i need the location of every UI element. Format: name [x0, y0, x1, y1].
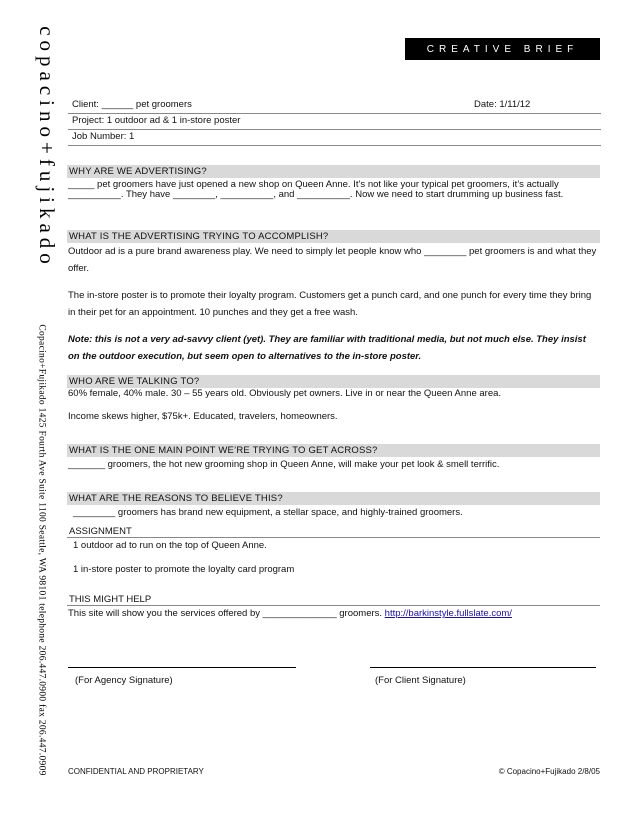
agency-address-text: Copacino+Fujikado 1425 Fourth Ave Suite 1100 Seattle, WA 98101 telephone 206.447.0900 fax 206.447.0909 [37, 324, 47, 776]
agency-signature-label: (For Agency Signature) [75, 675, 173, 686]
client-row [68, 97, 601, 114]
project-field: Project: 1 outdoor ad & 1 in-store poster [72, 115, 241, 126]
who-paragraph-2: Income skews higher, $75k+. Educated, travelers, homeowners. [68, 411, 338, 422]
section-heading-assignment: ASSIGNMENT [67, 525, 600, 538]
who-paragraph-1: 60% female, 40% male. 30 – 55 years old. Obviously pet owners. Live in or near the Queen Anne area. [68, 388, 502, 399]
client-signature-label: (For Client Signature) [375, 675, 466, 686]
section-heading-accomplish: WHAT IS THE ADVERTISING TRYING TO ACCOMPLISH? [67, 230, 600, 243]
section-heading-help: THIS MIGHT HELP [67, 593, 600, 606]
footer-copyright: © Copacino+Fujikado 2/8/05 [498, 767, 600, 776]
section-heading-why: WHY ARE WE ADVERTISING? [67, 165, 600, 178]
project-row [68, 113, 601, 130]
agency-logo-text: copacino+fujikado [34, 26, 59, 269]
assignment-item-2: 1 in-store poster to promote the loyalty card program [73, 564, 295, 575]
job-number-field: Job Number: 1 [72, 131, 135, 142]
section-heading-who: WHO ARE WE TALKING TO? [67, 375, 600, 388]
client-signature-line[interactable] [370, 667, 596, 668]
footer-confidential: CONFIDENTIAL AND PROPRIETARY [68, 767, 204, 776]
agency-signature-line[interactable] [68, 667, 296, 668]
client-field: Client: ______ pet groomers [72, 99, 192, 110]
accomplish-paragraph-1: Outdoor ad is a pure brand awareness play. We need to simply let people know who ________ pet groomers is and what they offer. [68, 246, 597, 274]
job-number-row [68, 129, 601, 146]
agency-logo [26, 26, 66, 269]
accomplish-note: Note: this is not a very ad-savvy client (yet). They are familiar with traditional media, but not much else. They insist on the outdoor execution, but seem open to alternatives to the in-store poster. [68, 334, 586, 362]
creative-brief-title: CREATIVE BRIEF [405, 38, 600, 60]
date-field: Date: 1/11/12 [474, 99, 531, 110]
section-heading-reasons: WHAT ARE THE REASONS TO BELIEVE THIS? [67, 492, 600, 505]
why-body: _____ pet groomers have just opened a new shop on Queen Anne. It’s not like your typical pet groomers, it’s actually __________. They have ________, __________, and __________. Now we need to start drumming up business fast. [68, 179, 564, 200]
section-heading-main-point: WHAT IS THE ONE MAIN POINT WE’RE TRYING TO GET ACROSS? [67, 444, 600, 457]
agency-address [30, 324, 54, 776]
reasons-body: ________ groomers has brand new equipment, a stellar space, and highly-trained groomers. [73, 507, 463, 518]
help-body: This site will show you the services offered by ______________ groomers. [68, 608, 383, 619]
assignment-item-1: 1 outdoor ad to run on the top of Queen Anne. [73, 540, 267, 551]
accomplish-paragraph-2: The in-store poster is to promote their loyalty program. Customers get a punch card, and one punch for every time they bring in their pet for an appointment. 10 punches and they get a free wash. [68, 290, 592, 318]
main-point-body: _______ groomers, the hot new grooming shop in Queen Anne, will make your pet look & smell terrific. [68, 459, 500, 470]
help-link[interactable]: http://barkinstyle.fullslate.com/ [384, 608, 512, 619]
help-paragraph [68, 607, 598, 621]
